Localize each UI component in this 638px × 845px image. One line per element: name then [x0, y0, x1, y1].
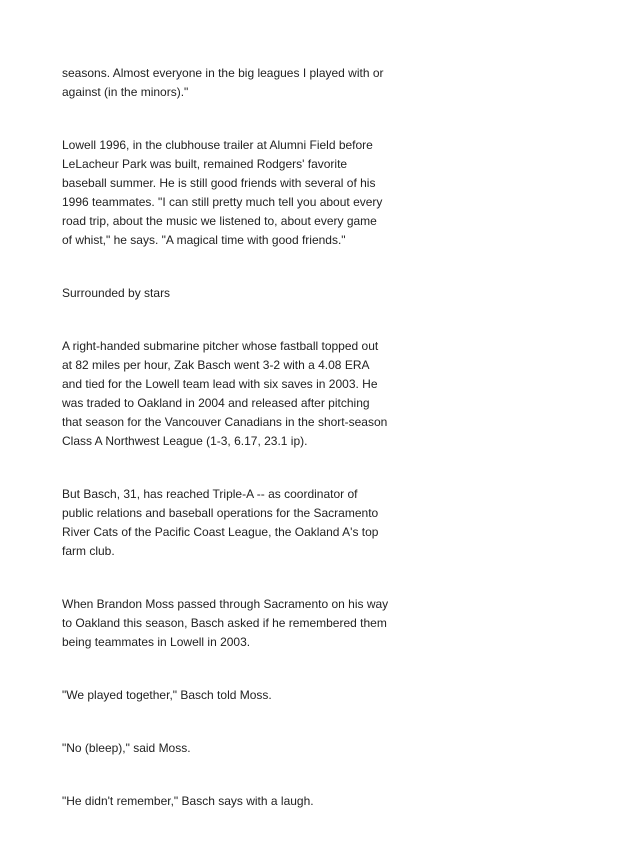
text-line: Lowell 1996, in the clubhouse trailer at Alumni Field before [62, 138, 373, 152]
text-line: baseball summer. He is still good friends with several of his [62, 176, 376, 190]
text-line: against (in the minors)." [62, 85, 189, 99]
text-line: road trip, about the music we listened to, about every game [62, 214, 377, 228]
section-heading [62, 284, 392, 303]
text-line: LeLacheur Park was built, remained Rodgers' favorite [62, 157, 348, 171]
paragraph-4 [62, 337, 392, 451]
paragraph-1 [62, 64, 392, 102]
text-line: "No (bleep)," said Moss. [62, 741, 191, 755]
text-line: seasons. Almost everyone in the big leagues I played with or [62, 66, 384, 80]
text-line: being teammates in Lowell in 2003. [62, 635, 251, 649]
text-line: at 82 miles per hour, Zak Basch went 3-2 with a 4.08 ERA [62, 358, 370, 372]
text-line: was traded to Oakland in 2004 and released after pitching [62, 396, 370, 410]
text-line: A right-handed submarine pitcher whose fastball topped out [62, 339, 379, 353]
text-line: Class A Northwest League (1-3, 6.17, 23.1 ip). [62, 434, 308, 448]
text-line: and tied for the Lowell team lead with six saves in 2003. He [62, 377, 378, 391]
paragraph-9 [62, 792, 392, 811]
text-line: River Cats of the Pacific Coast League, the Oakland A's top [62, 525, 379, 539]
text-line: public relations and baseball operations for the Sacramento [62, 506, 379, 520]
paragraph-7 [62, 686, 392, 705]
text-line: But Basch, 31, has reached Triple-A -- as coordinator of [62, 487, 358, 501]
text-line: to Oakland this season, Basch asked if he remembered them [62, 616, 387, 630]
paragraph-2 [62, 136, 392, 250]
text-line: 1996 teammates. "I can still pretty much tell you about every [62, 195, 383, 209]
text-line: "We played together," Basch told Moss. [62, 688, 272, 702]
text-line: that season for the Vancouver Canadians in the short-season [62, 415, 388, 429]
text-line: of whist," he says. "A magical time with good friends." [62, 233, 346, 247]
text-line: When Brandon Moss passed through Sacramento on his way [62, 597, 389, 611]
text-line: farm club. [62, 544, 115, 558]
heading-text: Surrounded by stars [62, 286, 171, 300]
paragraph-5 [62, 485, 392, 561]
paragraph-8 [62, 739, 392, 758]
text-line: "He didn't remember," Basch says with a laugh. [62, 794, 314, 808]
document-page [62, 64, 392, 845]
paragraph-6 [62, 595, 392, 652]
